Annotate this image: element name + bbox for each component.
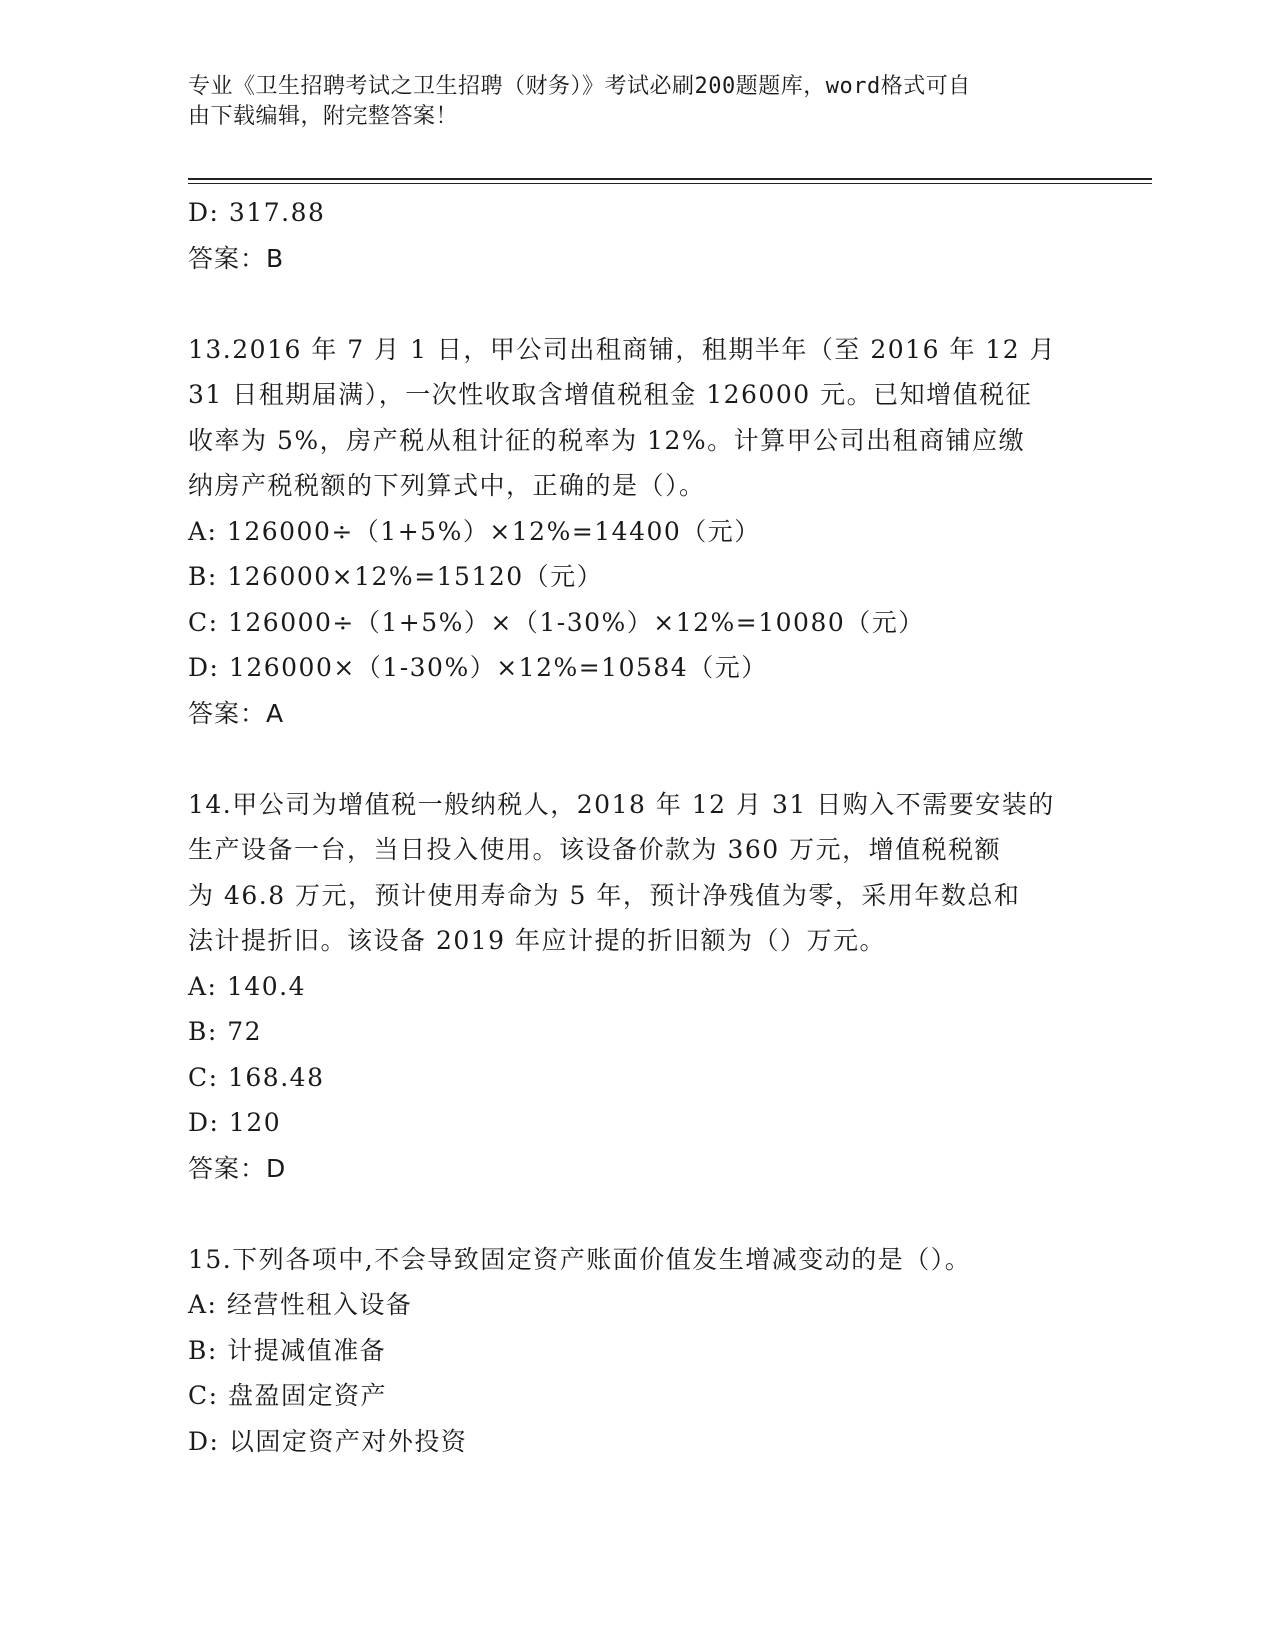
header-line-2: 由下载编辑，附完整答案！	[188, 104, 459, 129]
option-d: D: 以固定资产对外投资	[188, 1426, 468, 1456]
answer-line: 答案：D	[188, 1153, 287, 1183]
spacer	[188, 1191, 1088, 1237]
option-b: B: 计提减值准备	[188, 1335, 387, 1365]
question-text-line: 31 日租期届满），一次性收取含增值税租金 126000 元。已知增值税征	[188, 380, 1033, 409]
option-c: C: 168.48	[188, 1062, 325, 1092]
header-divider	[188, 178, 1152, 180]
question-text-line: 纳房产税税额的下列算式中，正确的是（）。	[188, 471, 706, 500]
option-a: A: 140.4	[188, 971, 306, 1001]
question-13	[188, 327, 1088, 737]
question-text-line: 13.2016 年 7 月 1 日，甲公司出租商铺，租期半年（至 2016 年 12 月	[188, 334, 1057, 364]
header-line-1: 专业《卫生招聘考试之卫生招聘（财务）》考试必刷200题题库，word格式可自	[188, 74, 971, 99]
question-text-line: 收率为 5%，房产税从租计征的税率为 12%。计算甲公司出租商铺应缴	[188, 425, 1026, 455]
question-content	[188, 190, 1088, 1464]
question-text-line: 法计提折旧。该设备 2019 年应计提的折旧额为（）万元。	[188, 926, 887, 955]
header-divider-thin	[188, 183, 1152, 184]
option-b: B: 126000×12%=15120（元）	[188, 562, 604, 591]
question-15	[188, 1237, 1088, 1465]
option-a: A: 经营性租入设备	[188, 1290, 413, 1319]
option-d: D: 120	[188, 1108, 282, 1137]
option-c: C: 126000÷（1+5%）×（1-30%）×12%=10080（元）	[188, 607, 925, 637]
option-b: B: 72	[188, 1017, 263, 1046]
option-a: A: 126000÷（1+5%）×12%=14400（元）	[188, 516, 761, 546]
question-text-line: 生产设备一台，当日投入使用。该设备价款为 360 万元，增值税税额	[188, 835, 1002, 864]
spacer	[188, 281, 1088, 327]
question-text-line: 14.甲公司为增值税一般纳税人，2018 年 12 月 31 日购入不需要安装的	[188, 789, 1055, 819]
option-d: D: 317.88	[188, 198, 326, 227]
question-text-line: 为 46.8 万元，预计使用寿命为 5 年，预计净残值为零，采用年数总和	[188, 880, 1021, 910]
answer-line: 答案：A	[188, 698, 285, 728]
question-14	[188, 782, 1088, 1192]
answer-line: 答案：B	[188, 243, 285, 273]
question-text-line: 15.下列各项中,不会导致固定资产账面价值发生增减变动的是（）。	[188, 1244, 972, 1274]
option-c: C: 盘盈固定资产	[188, 1381, 387, 1410]
spacer	[188, 736, 1088, 782]
option-d: D: 126000×（1-30%）×12%=10584（元）	[188, 653, 768, 682]
document-header	[188, 72, 1068, 132]
